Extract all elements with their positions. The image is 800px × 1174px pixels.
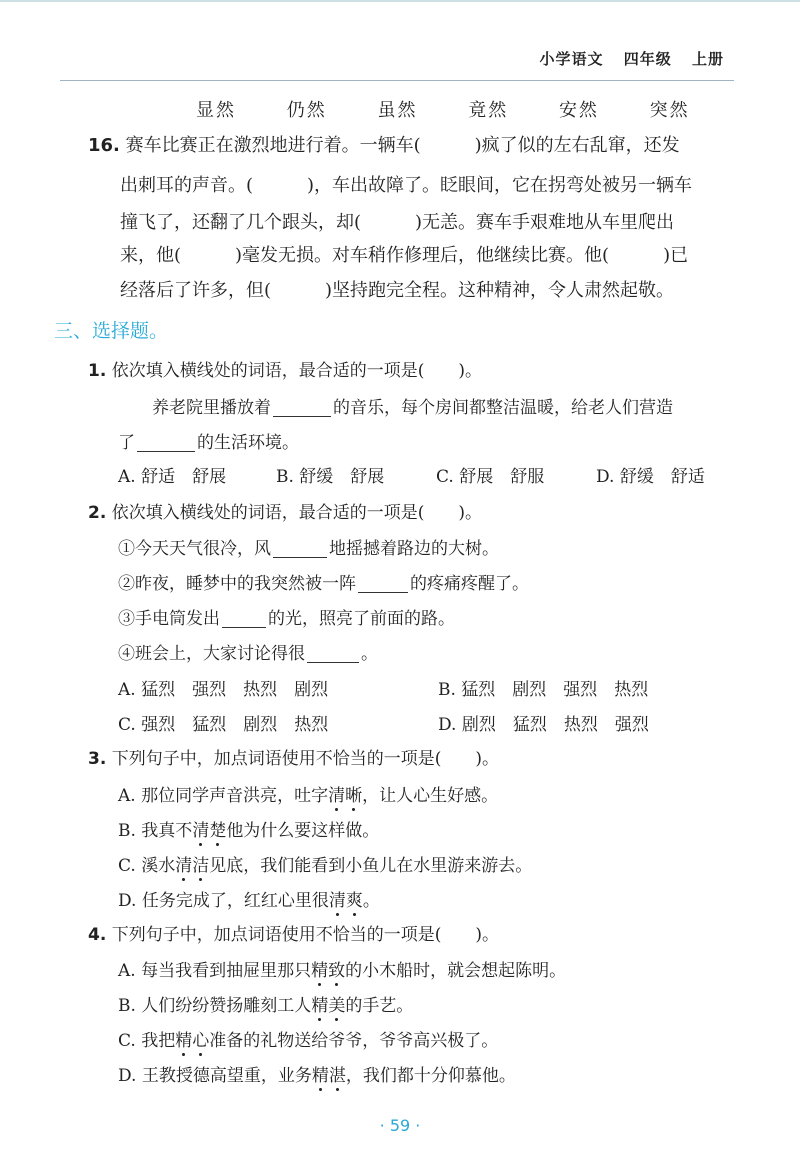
q1-sentence-part: 养老院里播放着 xyxy=(152,398,271,418)
q1-sentence-part: 的音乐，每个房间都整洁温暖，给老人们营造 xyxy=(333,398,673,418)
option-text: 的手艺。 xyxy=(345,996,414,1016)
q4-option-b[interactable] xyxy=(118,991,413,1016)
option-text: 见底，我们能看到小鱼儿在水里游来游去。 xyxy=(209,856,533,876)
q16-line-5: 经落后了许多，但( )坚持跑完全程。这种精神，令人肃然起敬。 xyxy=(120,280,675,301)
q16-text: 赛车比赛正在激烈地进行着。一辆车( )疯了似的左右乱窜，还发 xyxy=(125,135,680,156)
question-number: 2. xyxy=(88,503,107,523)
word-bank xyxy=(196,96,733,122)
q2-option-d[interactable]: D. 剧烈 猛烈 热烈 强烈 xyxy=(438,715,649,735)
dotted-word: 精湛 xyxy=(312,1066,346,1086)
dotted-word: 精美 xyxy=(311,996,345,1016)
page-number: · 59 · xyxy=(379,1116,421,1135)
header-volume: 上册 xyxy=(691,50,724,68)
header-grade: 四年级 xyxy=(623,50,672,68)
q1-option-c[interactable]: C. 舒展 舒服 xyxy=(436,467,545,487)
question-number: 1. xyxy=(88,361,107,381)
fill-blank[interactable] xyxy=(137,433,195,452)
q2-sentence-1 xyxy=(118,534,499,559)
option-text: 。 xyxy=(362,891,380,911)
q1-sentence-part: 了 xyxy=(118,433,135,453)
option-text: C. 我把 xyxy=(118,1031,176,1051)
option-text: 他为什么要这样做。 xyxy=(226,821,380,841)
word-bank-item: 虽然 xyxy=(377,100,418,121)
question-number: 16. xyxy=(88,135,120,156)
q2-sentence-4 xyxy=(118,639,378,664)
question-number: 4. xyxy=(88,925,107,945)
option-text: D. 任务完成了，红红心里很 xyxy=(118,891,329,911)
q3-stem xyxy=(88,744,499,769)
fill-blank[interactable] xyxy=(273,398,331,417)
q2-stem xyxy=(88,498,482,523)
q2-option-b[interactable]: B. 猛烈 剧烈 强烈 热烈 xyxy=(438,680,649,700)
q2-stem-text: 依次填入横线处的词语，最合适的一项是( )。 xyxy=(111,503,482,523)
q1-sentence-line-2 xyxy=(118,428,299,453)
q3-option-c[interactable] xyxy=(118,851,532,876)
fill-blank[interactable] xyxy=(222,609,266,628)
question-number: 3. xyxy=(88,749,107,769)
q1-stem xyxy=(88,356,482,381)
q2-option-c[interactable]: C. 强烈 猛烈 剧烈 热烈 xyxy=(118,715,329,735)
section-title: 三、选择题。 xyxy=(54,320,169,342)
fill-blank[interactable] xyxy=(307,644,359,663)
word-bank-item: 仍然 xyxy=(286,100,327,121)
option-text: B. 人们纷纷赞扬雕刻工人 xyxy=(118,996,312,1016)
q4-option-a[interactable] xyxy=(118,956,566,981)
dotted-word: 清楚 xyxy=(192,821,226,841)
q2-sentence-part: 的疼痛疼醒了。 xyxy=(410,574,529,594)
dotted-word: 精心 xyxy=(175,1031,209,1051)
q16-line-2: 出刺耳的声音。( )，车出故障了。眨眼间，它在拐弯处被另一辆车 xyxy=(120,175,693,196)
q1-option-d[interactable]: D. 舒缓 舒适 xyxy=(596,467,705,487)
q2-sentence-2 xyxy=(118,569,529,594)
q2-sentence-3 xyxy=(118,604,455,629)
option-text: C. 溪水 xyxy=(118,856,176,876)
top-border xyxy=(0,0,800,2)
option-text: B. 我真不 xyxy=(118,821,193,841)
q2-sentence-part: 。 xyxy=(361,644,378,664)
q1-stem-text: 依次填入横线处的词语，最合适的一项是( )。 xyxy=(111,361,482,381)
dotted-word: 精致 xyxy=(311,961,345,981)
q1-sentence-part: 的生活环境。 xyxy=(197,433,299,453)
word-bank-item: 突然 xyxy=(649,100,690,121)
q2-sentence-part: ②昨夜，睡梦中的我突然被一阵 xyxy=(118,574,356,594)
option-text: ，我们都十分仰慕他。 xyxy=(345,1066,516,1086)
q4-stem-text: 下列句子中，加点词语使用不恰当的一项是( )。 xyxy=(111,925,499,945)
q2-sentence-part: 地摇撼着路边的大树。 xyxy=(329,539,499,559)
q3-option-d[interactable] xyxy=(118,886,380,911)
q1-option-b[interactable]: B. 舒缓 舒展 xyxy=(276,467,385,487)
fill-blank[interactable] xyxy=(358,574,408,593)
header-subject: 小学语文 xyxy=(539,50,604,68)
header-divider xyxy=(60,80,734,81)
q4-option-c[interactable] xyxy=(118,1026,498,1051)
q3-stem-text: 下列句子中，加点词语使用不恰当的一项是( )。 xyxy=(111,749,499,769)
q2-sentence-part: ③手电筒发出 xyxy=(118,609,220,629)
option-text: D. 王教授德高望重，业务 xyxy=(118,1066,312,1086)
q1-option-a[interactable]: A. 舒适 舒展 xyxy=(118,467,227,487)
dotted-word: 清爽 xyxy=(329,891,363,911)
q16-line-3: 撞飞了，还翻了几个跟头，却( )无恙。赛车手艰难地从车里爬出 xyxy=(120,212,675,233)
q2-sentence-part: 的光，照亮了前面的路。 xyxy=(268,609,455,629)
q1-sentence-line-1 xyxy=(152,393,673,418)
q4-stem xyxy=(88,920,499,945)
q2-sentence-part: ④班会上，大家讨论得很 xyxy=(118,644,305,664)
word-bank-item: 安然 xyxy=(558,100,599,121)
word-bank-item: 竟然 xyxy=(468,100,509,121)
fill-blank[interactable] xyxy=(273,539,327,558)
page-header xyxy=(525,48,724,69)
option-text: 准备的礼物送给爷爷，爷爷高兴极了。 xyxy=(209,1031,499,1051)
option-text: ，让人心生好感。 xyxy=(362,786,499,806)
q3-option-a[interactable] xyxy=(118,781,498,806)
q16-line-4: 来，他( )毫发无损。对车稍作修理后，他继续比赛。他( )已 xyxy=(120,245,689,266)
q16-line-1 xyxy=(88,131,680,157)
word-bank-item: 显然 xyxy=(196,100,236,121)
dotted-word: 清洁 xyxy=(175,856,209,876)
option-text: 的小木船时，就会想起陈明。 xyxy=(345,961,567,981)
option-text: A. 那位同学声音洪亮，吐字 xyxy=(118,786,329,806)
q2-option-a[interactable]: A. 猛烈 强烈 热烈 剧烈 xyxy=(118,680,329,700)
q2-sentence-part: ①今天天气很冷，风 xyxy=(118,539,271,559)
q4-option-d[interactable] xyxy=(118,1061,516,1086)
dotted-word: 清晰 xyxy=(328,786,362,806)
option-text: A. 每当我看到抽屉里那只 xyxy=(118,961,312,981)
q3-option-b[interactable] xyxy=(118,816,379,841)
